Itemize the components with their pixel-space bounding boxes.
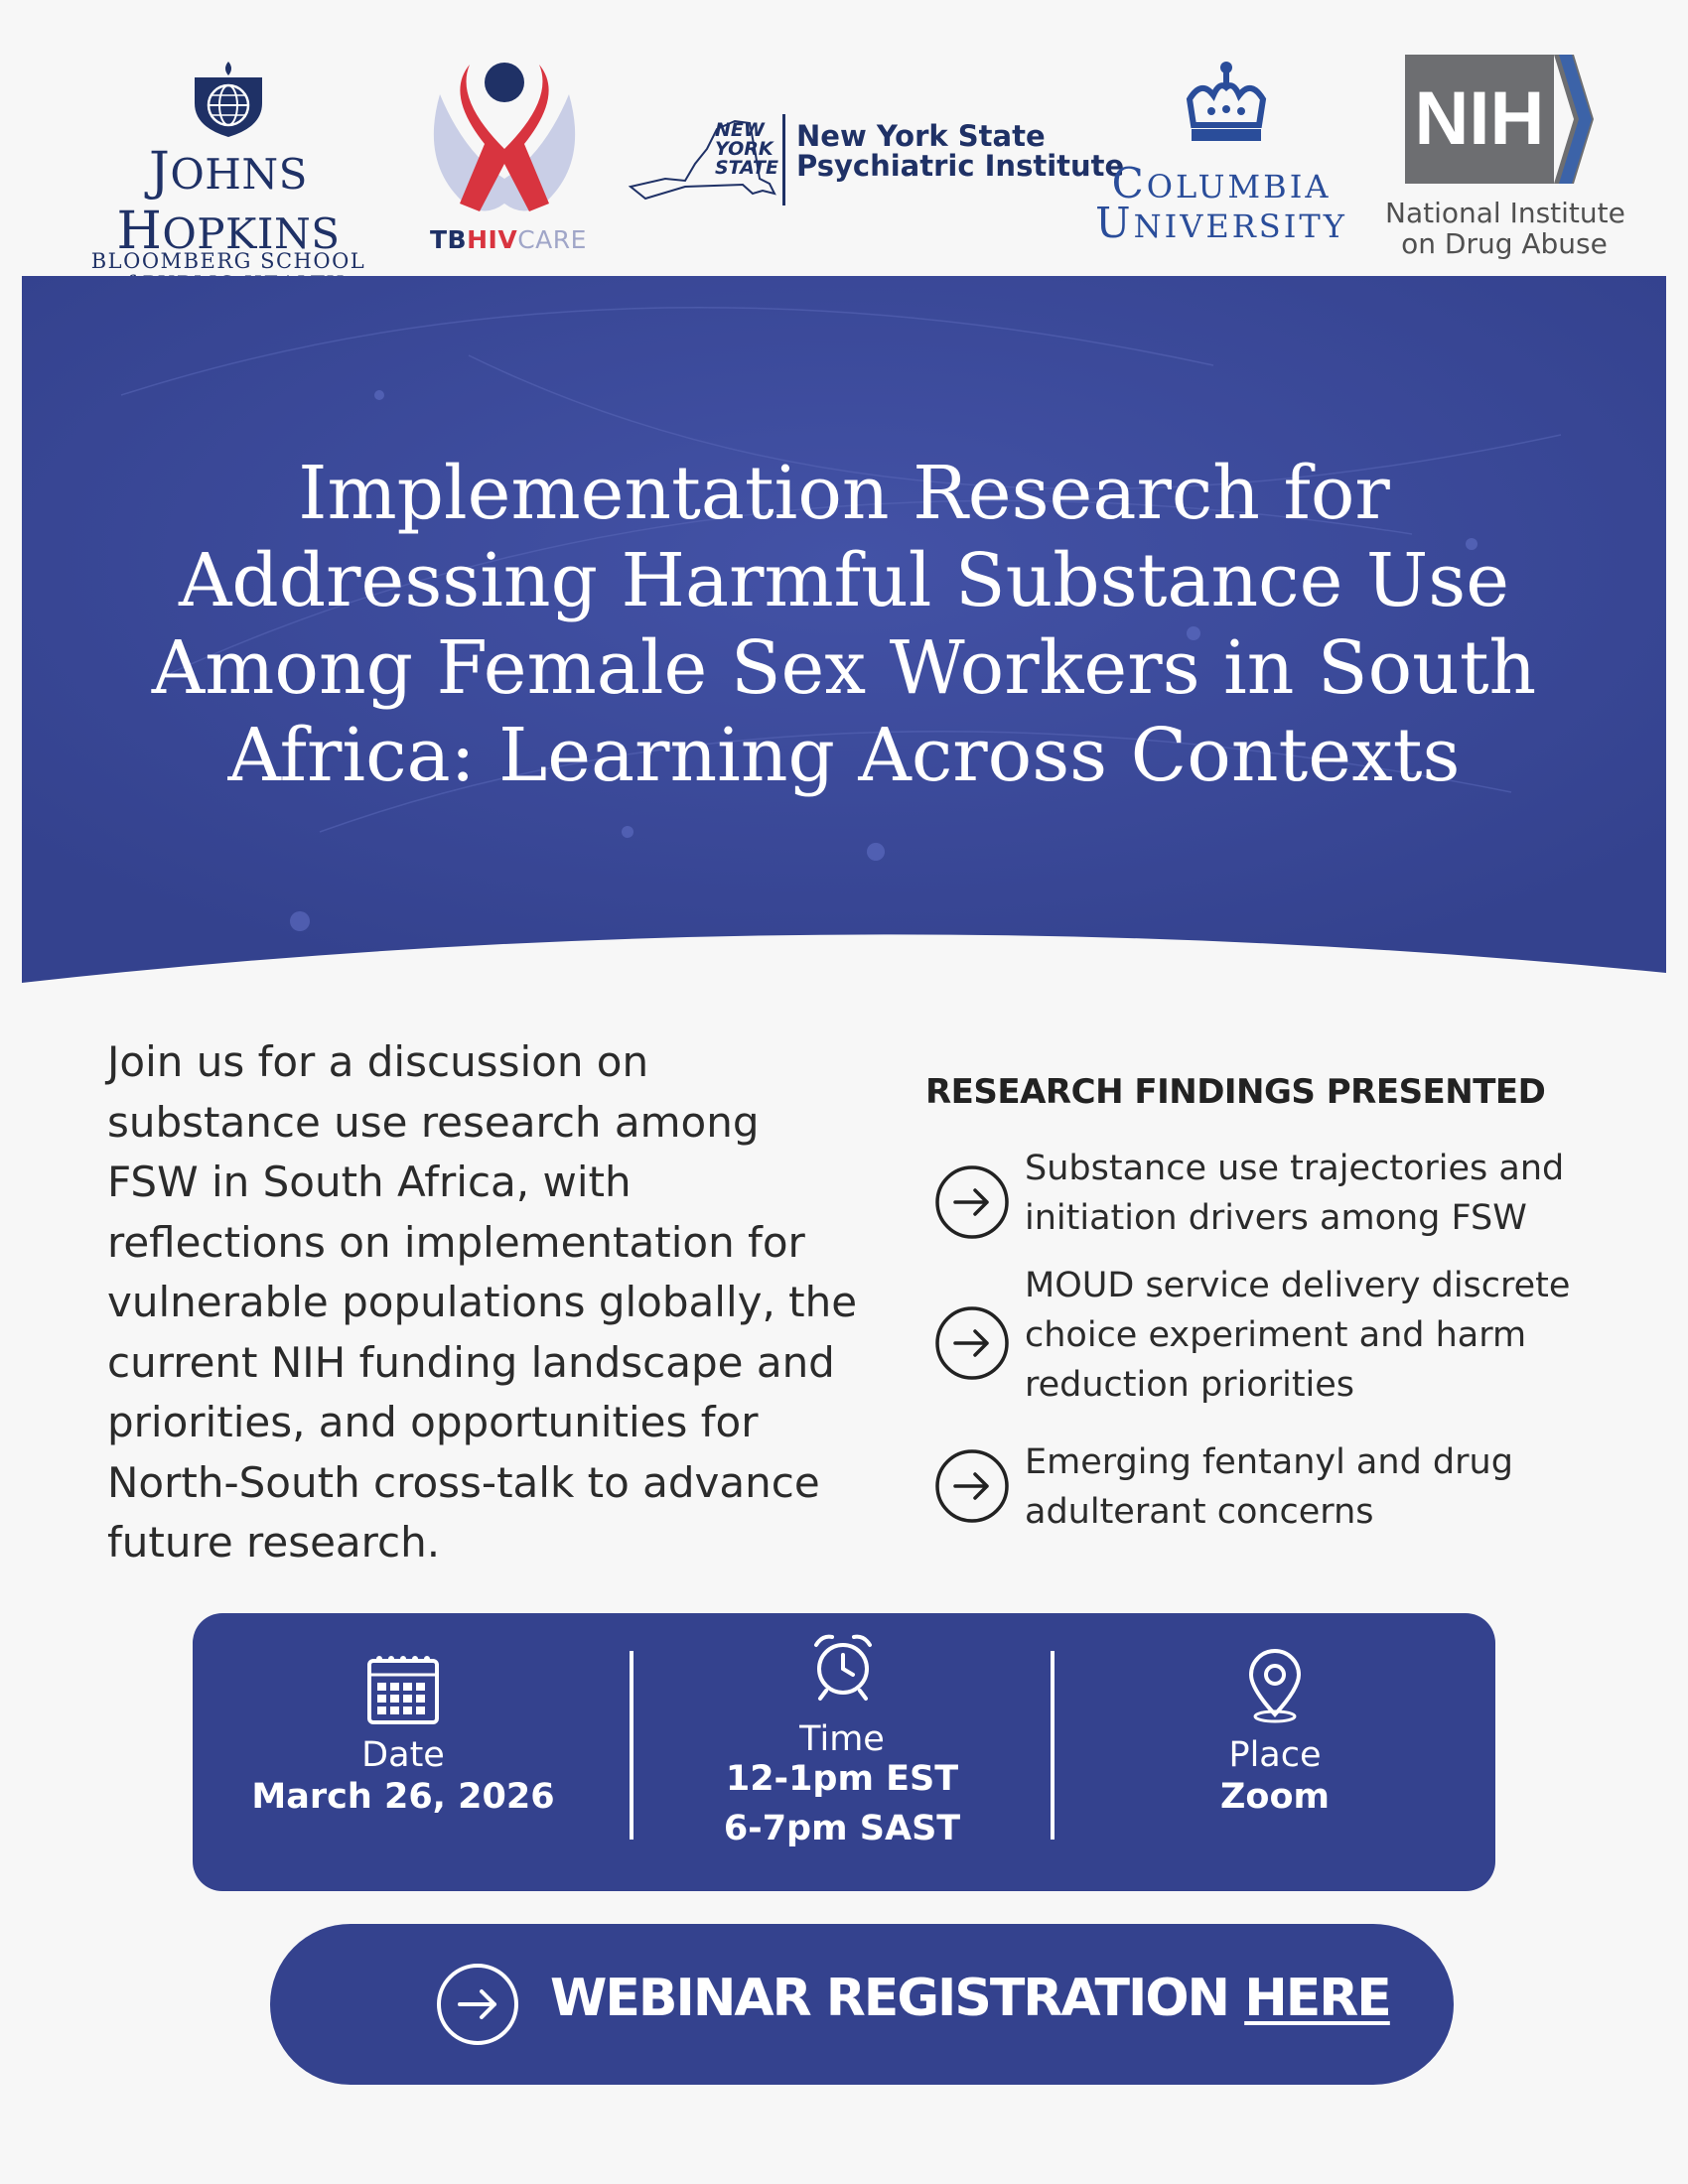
title-line: Among Female Sex Workers in South bbox=[151, 625, 1537, 711]
finding-text: Emerging fentanyl and drug adulterant concerns bbox=[1025, 1442, 1513, 1532]
time-value: 12-1pm EST 6-7pm SAST bbox=[723, 1759, 961, 1848]
event-date bbox=[193, 1613, 614, 1891]
time-label: Time bbox=[799, 1719, 885, 1759]
event-place bbox=[1055, 1613, 1495, 1891]
nys-divider bbox=[782, 114, 785, 205]
arrow-circle-icon bbox=[435, 1962, 520, 2047]
alarm-clock-icon bbox=[810, 1631, 876, 1703]
registration-label: WEBINAR REGISTRATION HERE bbox=[550, 1969, 1390, 2028]
arrow-circle-icon bbox=[933, 1447, 1011, 1525]
date-value: March 26, 2026 bbox=[251, 1777, 555, 1817]
research-findings bbox=[925, 1072, 1620, 1532]
nys-name-line1: New York State bbox=[796, 119, 1046, 153]
location-pin-icon bbox=[1245, 1649, 1305, 1724]
arrow-circle-icon bbox=[933, 1163, 1011, 1241]
nys-name-line2: Psychiatric Institute bbox=[796, 149, 1125, 183]
place-label: Place bbox=[1228, 1735, 1322, 1775]
place-value: Zoom bbox=[1220, 1777, 1330, 1817]
nida-line1: National Institute bbox=[1385, 197, 1625, 229]
jhu-shield-icon bbox=[191, 60, 266, 139]
intro-line: reflections on implementation for bbox=[107, 1217, 805, 1267]
jhu-school: BLOOMBERG SCHOOL bbox=[90, 249, 366, 273]
arrow-circle-icon bbox=[933, 1304, 1011, 1382]
nih-mark-text: NIH bbox=[1414, 76, 1545, 161]
finding-text: MOUD service delivery discrete choice experiment and harm reduction priorities bbox=[1025, 1266, 1571, 1405]
intro-line: priorities, and opportunities for bbox=[107, 1398, 759, 1446]
intro-line: FSW in South Africa, with bbox=[107, 1158, 632, 1206]
columbia-line1: COLUMBIA bbox=[1111, 159, 1332, 207]
title-line: Addressing Harmful Substance Use bbox=[178, 538, 1510, 623]
intro-paragraph bbox=[107, 1032, 862, 1573]
findings-heading: RESEARCH FINDINGS PRESENTED bbox=[925, 1072, 1546, 1112]
crown-icon bbox=[1182, 60, 1271, 147]
jhu-name: JOHNS HOPKINS bbox=[116, 142, 341, 261]
event-title bbox=[62, 450, 1626, 799]
calendar-icon bbox=[365, 1651, 441, 1726]
tbhivcare-logo bbox=[425, 55, 587, 263]
ribbon-person-icon bbox=[425, 55, 584, 223]
intro-line: current NIH funding landscape and bbox=[107, 1337, 835, 1387]
nys-psychiatric-institute-logo bbox=[626, 109, 1125, 208]
nida-logo bbox=[1385, 55, 1623, 263]
partner-logos bbox=[0, 0, 1688, 273]
nys-abbreviation: NEW YORK STATE bbox=[715, 119, 778, 179]
finding-text: Substance use trajectories and initiation drivers among FSW bbox=[1025, 1149, 1565, 1238]
event-details bbox=[193, 1613, 1495, 1891]
columbia-university-logo bbox=[1092, 60, 1350, 248]
intro-line: North-South cross-talk to advance bbox=[107, 1457, 820, 1507]
date-label: Date bbox=[361, 1735, 445, 1775]
tbhivcare-wordmark: TBHIVCARE bbox=[430, 225, 587, 254]
webinar-registration-button[interactable] bbox=[270, 1924, 1454, 2085]
nih-mark-icon bbox=[1405, 55, 1594, 184]
intro-line: future research. bbox=[107, 1518, 441, 1567]
event-time bbox=[633, 1613, 1051, 1891]
columbia-line2: UNIVERSITY bbox=[1095, 199, 1347, 247]
intro-line: Join us for a discussion on bbox=[107, 1037, 649, 1086]
title-banner bbox=[22, 276, 1666, 991]
intro-line: substance use research among bbox=[107, 1097, 760, 1147]
intro-line: vulnerable populations globally, the bbox=[107, 1278, 858, 1326]
johns-hopkins-logo bbox=[60, 55, 397, 273]
nida-line2: on Drug Abuse bbox=[1401, 227, 1608, 260]
title-line: Implementation Research for bbox=[298, 451, 1390, 536]
title-line: Africa: Learning Across Contexts bbox=[227, 713, 1461, 798]
registration-link[interactable]: HERE bbox=[1244, 1969, 1390, 2028]
